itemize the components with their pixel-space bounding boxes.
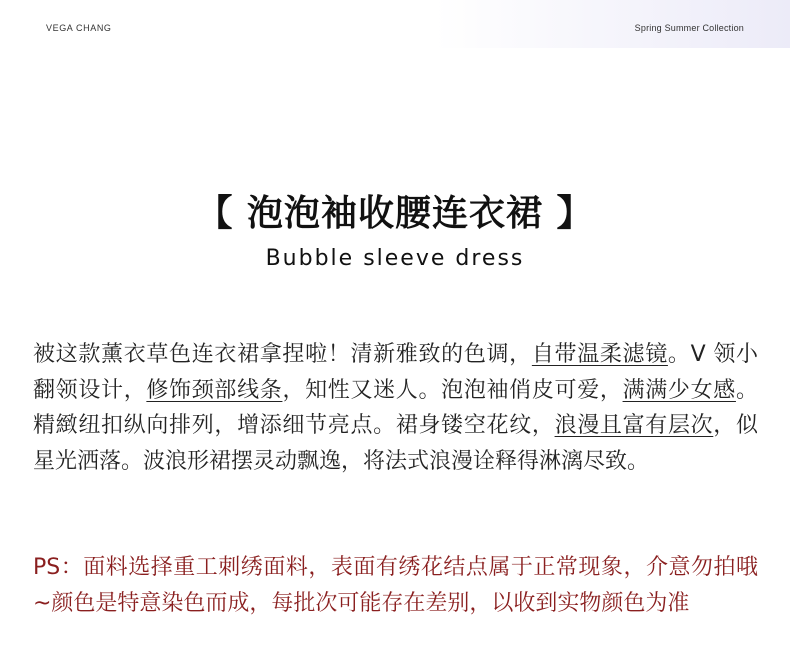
collection-label: Spring Summer Collection [634, 23, 744, 33]
header-bar [0, 0, 790, 48]
ps-label: PS： [33, 555, 84, 580]
highlight-text: 浪漫且富有层次 [554, 413, 714, 438]
description-text: ，知性又迷人。泡泡袖俏皮可爱， [282, 377, 623, 403]
highlight-text: 修饰颈部线条 [146, 377, 283, 403]
highlight-text: 满满少女感 [622, 377, 736, 403]
description-text: 被这款薰衣草色连衣裙拿捏啦！清新雅致的色调， [33, 342, 532, 367]
ps-note [33, 550, 758, 621]
product-title-en: Bubble sleeve dress [265, 246, 525, 271]
brand-name: VEGA CHANG [46, 23, 112, 33]
description-text: 。精緻纽扣纵向排列，增添细节亮点。裙身镂空花纹， [33, 377, 758, 438]
description-text: 。V 领小翻领设计， [33, 342, 758, 403]
product-title-cn: 【 泡泡袖收腰连衣裙 】 [196, 193, 594, 234]
highlight-text: 自带温柔滤镜 [531, 342, 668, 367]
product-description [33, 337, 758, 479]
description-text: ，似星光洒落。波浪形裙摆灵动飘逸，将法式浪漫诠释得淋漓尽致。 [33, 413, 758, 474]
ps-text: 面料选择重工刺绣面料，表面有绣花结点属于正常现象，介意勿拍哦~颜色是特意染色而成，每批次可能存在差别，以收到实物颜色为准 [33, 555, 758, 616]
